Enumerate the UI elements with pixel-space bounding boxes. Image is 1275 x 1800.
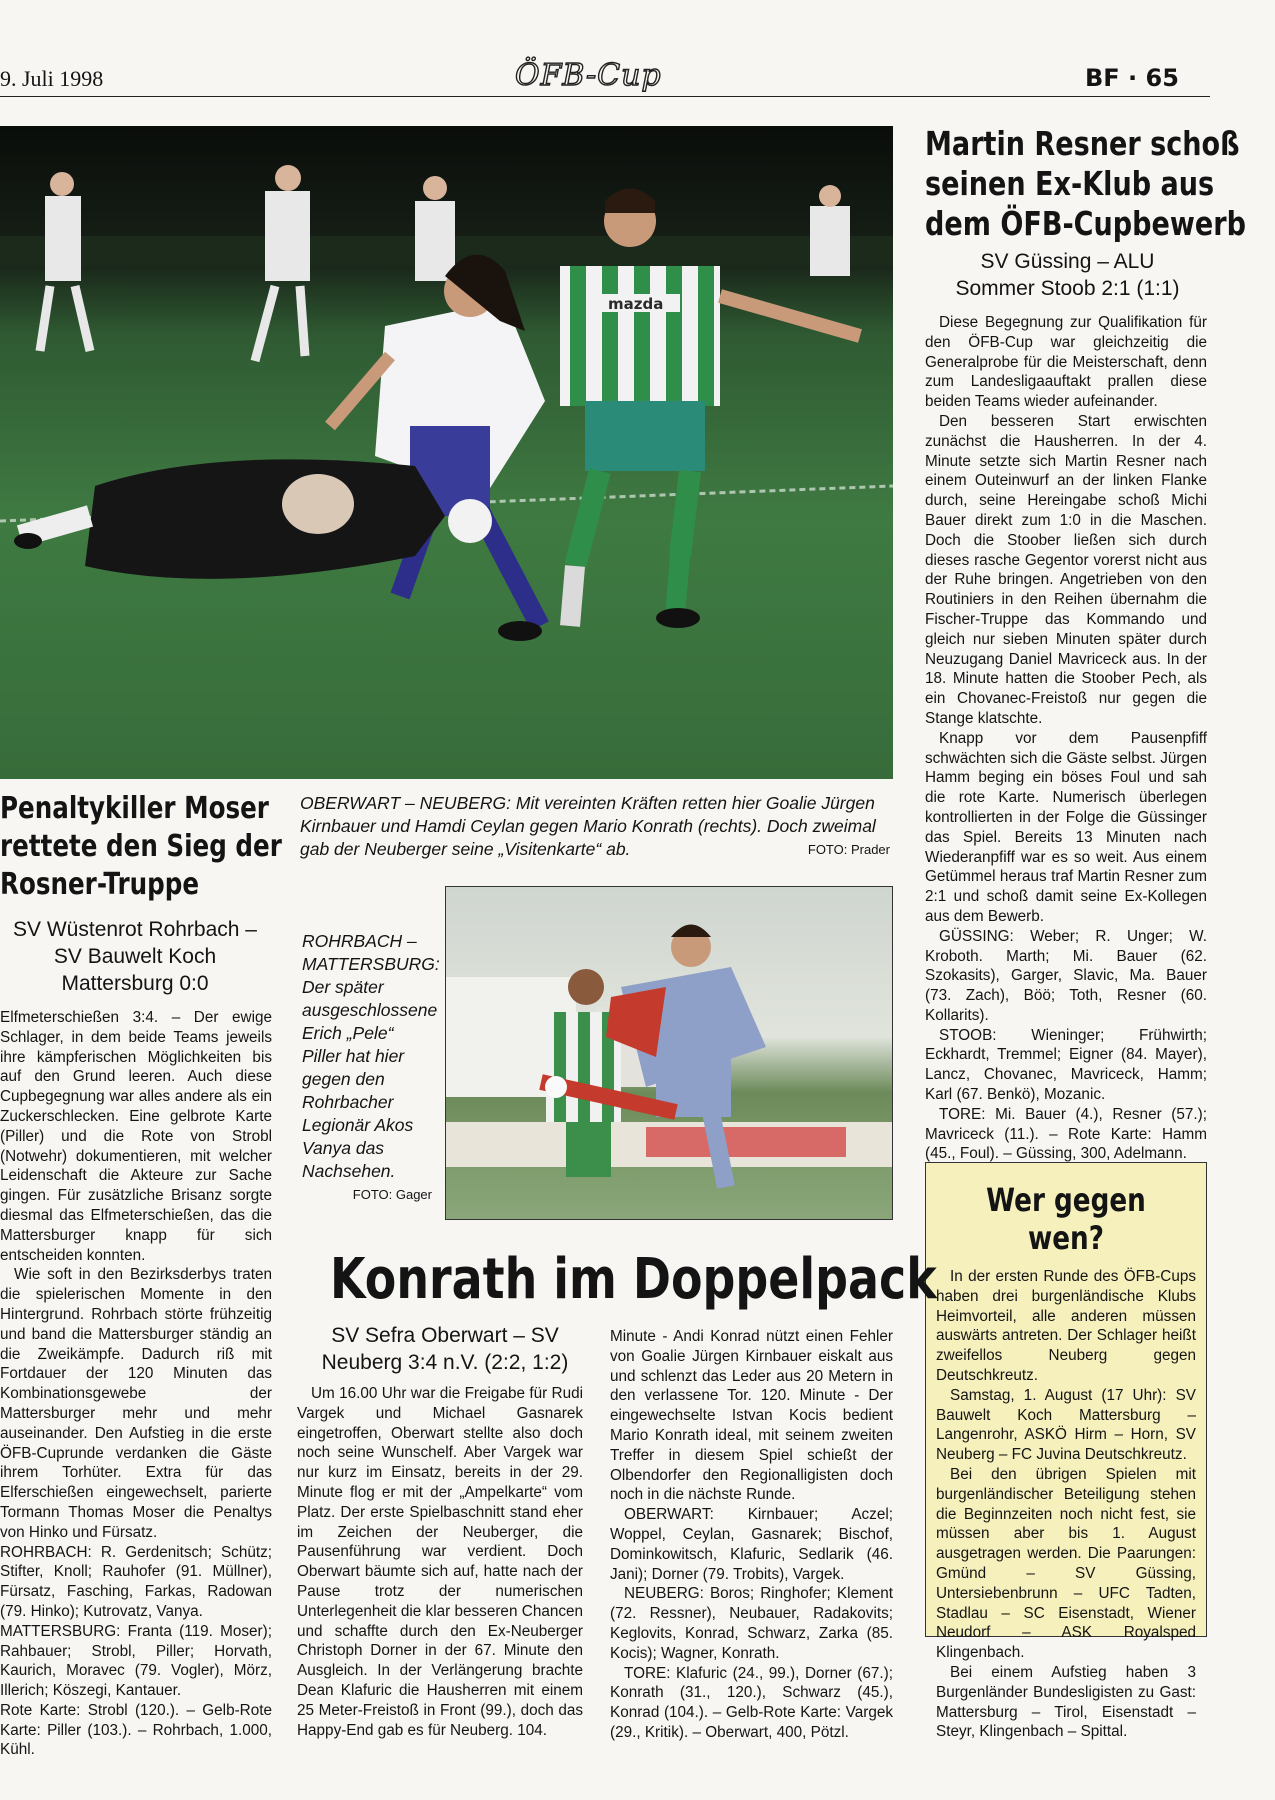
page-number: BF · 65: [1085, 64, 1179, 92]
lineup-paragraph: NEUBERG: Boros; Ringhofer; Klement (72. Ressner), Neubauer, Radakovits; Keglovits, Konrad, Schwarz, Zarka (85. Kocis); Wagner, Konrath.: [610, 1585, 893, 1662]
lineup-paragraph: STOOB: Wieninger; Frühwirth; Eckhardt, Tremmel; Eigner (84. Mayer), Lancz, Chovanec, Mavriceck, Hamm; Karl (67. Benkö), Mozanic.: [925, 1026, 1207, 1104]
left-headline-line: rettete den Sieg der: [0, 829, 282, 864]
right-subhead: [915, 248, 1220, 302]
left-subhead-line: SV Wüstenrot Rohrbach –: [13, 918, 257, 941]
photo-credit: FOTO: Prader: [807, 842, 890, 857]
left-subhead: [0, 916, 270, 997]
paragraph: Samstag, 1. August (17 Uhr): SV Bauwelt Koch Mattersburg – Langenrohr, ASKÖ Hirm – Horn, SV Neuberg – FC Juvina Deutschkreutz.: [936, 1386, 1196, 1464]
shirt-sponsor: mazda: [608, 295, 664, 313]
right-subhead-line: SV Güssing – ALU: [980, 250, 1155, 273]
lineup-paragraph: ROHRBACH: R. Gerdenitsch; Schütz; Stifter, Knoll; Rauhofer (91. Müllner), Fürsatz, Fasching, Farkas, Radowan (79. Hinko); Kutrovatz, Vanya.: [0, 1543, 272, 1620]
center-subhead-line: SV Sefra Oberwart – SV: [331, 1324, 559, 1347]
right-article-body: [925, 313, 1207, 1164]
goals-paragraph: TORE: Mi. Bauer (4.), Resner (57.); Mavriceck (11.). – Rote Karte: Hamm (45., Foul). – Güssing, 300, Adelmann.: [925, 1105, 1207, 1163]
small-photo-caption: [302, 930, 440, 1206]
paragraph: Bei einem Aufstieg haben 3 Burgenländer Bundesligisten zu Gast: Mattersburg – Tirol, Eisenstadt – Steyr, Klingenbach – Spittal.: [936, 1663, 1196, 1741]
center-subhead: [295, 1322, 595, 1376]
info-box-title: Wer gegen wen?: [986, 1181, 1146, 1257]
section-title: ÖFB-Cup: [515, 58, 662, 93]
main-photo-caption: [300, 792, 890, 861]
small-photo-illustration: [446, 887, 893, 1220]
paragraph: Um 16.00 Uhr war die Freigabe für Rudi Vargek und Michael Gasnarek eingetroffen, Oberwart stellte also doch noch seine Wunschelf. Aber Vargek war nur kurz im Einsatz, bereits in der 29. Minute flog er mit der „Ampelkarte“ vom Platz. Der erste Spielbaschnitt stand eher im Zeichen der Neuberger, die Pausenführung war verdient. Doch Oberwart bäumte sich auf, hatte nach der Pause trotz der numerischen Unterlegenheit die klar besseren Chancen und schaffte durch den Ex-Neuberger Christoph Dorner in der 67. Minute den Ausgleich. In der Verlängerung brachte Dean Klafuric die Hausherren mit einem 25 Meter-Freistoß in Front (99.), doch das Happy-End gab es für Neuberg. 104.: [297, 1385, 583, 1739]
info-box: [925, 1162, 1207, 1741]
main-photo: [0, 126, 893, 779]
left-headline: [0, 790, 282, 904]
right-headline-line: dem ÖFB-Cupbewerb: [925, 204, 1246, 243]
paragraph: Minute - Andi Konrad nützt einen Fehler von Goalie Jürgen Kirnbauer eiskalt aus und schlenzt das Leder aus 20 Metern in den verlassene Tor. 120. Minute - Der eingewechselte Istvan Kocis bedient Mario Konrath ideal, mit seinem zweiten Treffer in diesem Spiel schießt der Olbendorfer den Regionalligisten doch noch in die nächste Runde.: [610, 1328, 893, 1504]
paragraph: In der ersten Runde des ÖFB-Cups haben drei burgenländische Klubs Heimvorteil, alle anderen müssen auswärts antreten. Der Schlager heißt zweifellos Neuberg gegen Deutschkreutz.: [936, 1268, 1196, 1384]
center-article-col2: [610, 1327, 893, 1743]
center-subhead-line: Neuberg 3:4 n.V. (2:2, 1:2): [321, 1351, 569, 1374]
left-headline-line: Penaltykiller Moser: [0, 791, 269, 826]
center-article-col1: [297, 1384, 583, 1740]
lineup-paragraph: MATTERSBURG: Franta (119. Moser); Rahbauer; Strobl, Piller; Horvath, Kaurich, Moravec (79. Vogler), Mörz, Illerich; Köszegi, Kantauer.: [0, 1622, 272, 1700]
paragraph: Den besseren Start erwischten zunächst die Hausherren. In der 4. Minute setzte sich Martin Resner nach einem Outeinwurf an der linken Flanke durch, seine Hereingabe schoß Michi Bauer direkt zum 1:0 in die Maschen. Doch die Stoober ließen sich durch dieses rasche Gegentor vorerst nicht aus der Ruhe bringen. Angetrieben von den Routiniers in den Reihen übernahm die Fischer-Truppe das Kommando und gleich nur sieben Minuten später durch Neuzugang Daniel Mavriceck aus. In der 18. Minute hatten die Stoober Pech, als ein Chovanec-Freistoß nur gegen die Stange klatschte.: [925, 412, 1207, 727]
right-headline-line: Martin Resner schoß: [925, 124, 1240, 163]
info-box-body: [936, 1267, 1196, 1742]
cards-paragraph: Rote Karte: Strobl (120.). – Gelb-Rote Karte: Piller (103.). – Rohrbach, 1.000, Kühl.: [0, 1701, 272, 1759]
right-subhead-line: Sommer Stoob 2:1 (1:1): [955, 277, 1180, 300]
goals-paragraph: TORE: Klafuric (24., 99.), Dorner (67.); Konrath (31., 120.), Schwarz (45.), Konrad (104.). – Gelb-Rote Karte: Vargek (29., Kritik). – Oberwart, 400, Pötzl.: [610, 1664, 893, 1741]
left-subhead-line: Mattersburg 0:0: [61, 972, 209, 995]
center-headline: Konrath im Doppelpack: [330, 1247, 937, 1312]
main-photo-illustration: [0, 126, 893, 779]
paragraph: Wie soft in den Bezirksderbys traten die spielerischen Momente in den Hintergrund. Rohrbach störte frühzeitig und band die Mattersburger ständig an die Zweikämpfe. Dadurch riß mit Fortdauer der 120 Minuten das Kombinationsgewebe der Mattersburger mehr und mehr auseinander. Den Aufstieg in die erste ÖFB-Cuprunde verdanken die Gäste ihrem Torhüter. Extra für das Elferschießen eingewechselt, parierte Tormann Thomas Moser die Penaltys von Hinko und Fürsatz.: [0, 1266, 272, 1541]
issue-date: 9. Juli 1998: [0, 66, 104, 91]
right-headline: [925, 124, 1246, 244]
paragraph: Diese Begegnung zur Qualifikation für den ÖFB-Cup war gleichzeitig die Generalprobe für die Meisterschaft, denn zum Landesligaauftakt prallen diese beiden Teams wieder aufeinander.: [925, 314, 1207, 411]
caption-text: OBERWART – NEUBERG: Mit vereinten Kräften retten hier Goalie Jürgen Kirnbauer und Hamdi Ceylan gegen Mario Konrath (rechts). Doch zweimal gab der Neuberger seine „Visitenkarte“ ab.: [300, 793, 876, 859]
small-photo: [445, 886, 893, 1220]
caption-text: ROHRBACH – MATTERSBURG: Der später ausgeschlossene Erich „Pele“ Piller hat hier gegen den Rohrbacher Legionär Akos Vanya das Nachsehen.: [302, 931, 440, 1181]
left-subhead-line: SV Bauwelt Koch: [53, 945, 217, 968]
paragraph: Bei den übrigen Spielen mit burgenländischer Beteiligung stehen die Beginnzeiten noch nicht fest, sie müssen aber bis 1. August ausgetragen werden. Die Paarungen: Gmünd – SV Güssing, Untersiebenbrunn – UFC Tadten, Stadlau – SC Eisenstadt, Wiener Neudorf – ASK Royalsped Klingenbach.: [936, 1465, 1196, 1662]
paragraph: Elfmeterschießen 3:4. – Der ewige Schlager, in dem beide Teams jeweils ihre kämpferischen Möglichkeiten bis auf den Grund leeren. Auch diese Cupbegegnung war alles andere als ein Zuckerschlecken. Eine gelbrote Karte (Piller) und die Rote von Strobl (Notwehr) dokumentieren, mit welcher Leidenschaft die Akteure zur Sache gingen. Für zusätzliche Brisanz sorgte diesmal das Elfmeterschießen, das die Mattersburger knapp für sich entscheiden konnten.: [0, 1009, 272, 1264]
right-headline-line: seinen Ex-Klub aus: [925, 164, 1215, 203]
photo-credit: FOTO: Gager: [352, 1187, 432, 1202]
paragraph: Knapp vor dem Pausenpfiff schwächten sich die Gäste selbst. Jürgen Hamm beging ein böses Foul und sah die rote Karte. Numerisch überlegen kontrollierten in der Folge die Güssinger das Spiel. Bereits 13 Minuten nach Wiederanpfiff war es so weit. Aus einem Getümmel heraus traf Martin Resner zum 2:1 und schoß damit seine Ex-Kollegen aus dem Bewerb.: [925, 729, 1207, 925]
left-article-body: [0, 1008, 272, 1760]
lineup-paragraph: GÜSSING: Weber; R. Unger; W. Kroboth. Marth; Mi. Bauer (62. Szokasits), Garger, Slavic, Ma. Bauer (73. Zach), Böö; Toth, Resner (60. Kollarits).: [925, 927, 1207, 1024]
header-rule: [0, 96, 1210, 97]
left-headline-line: Rosner-Truppe: [0, 867, 200, 902]
lineup-paragraph: OBERWART: Kirnbauer; Aczel; Woppel, Ceylan, Gasnarek; Bischof, Dominkowitsch, Klafuric, Sedlarik (46. Jani); Dorner (79. Trobits), Vargek.: [610, 1506, 893, 1583]
